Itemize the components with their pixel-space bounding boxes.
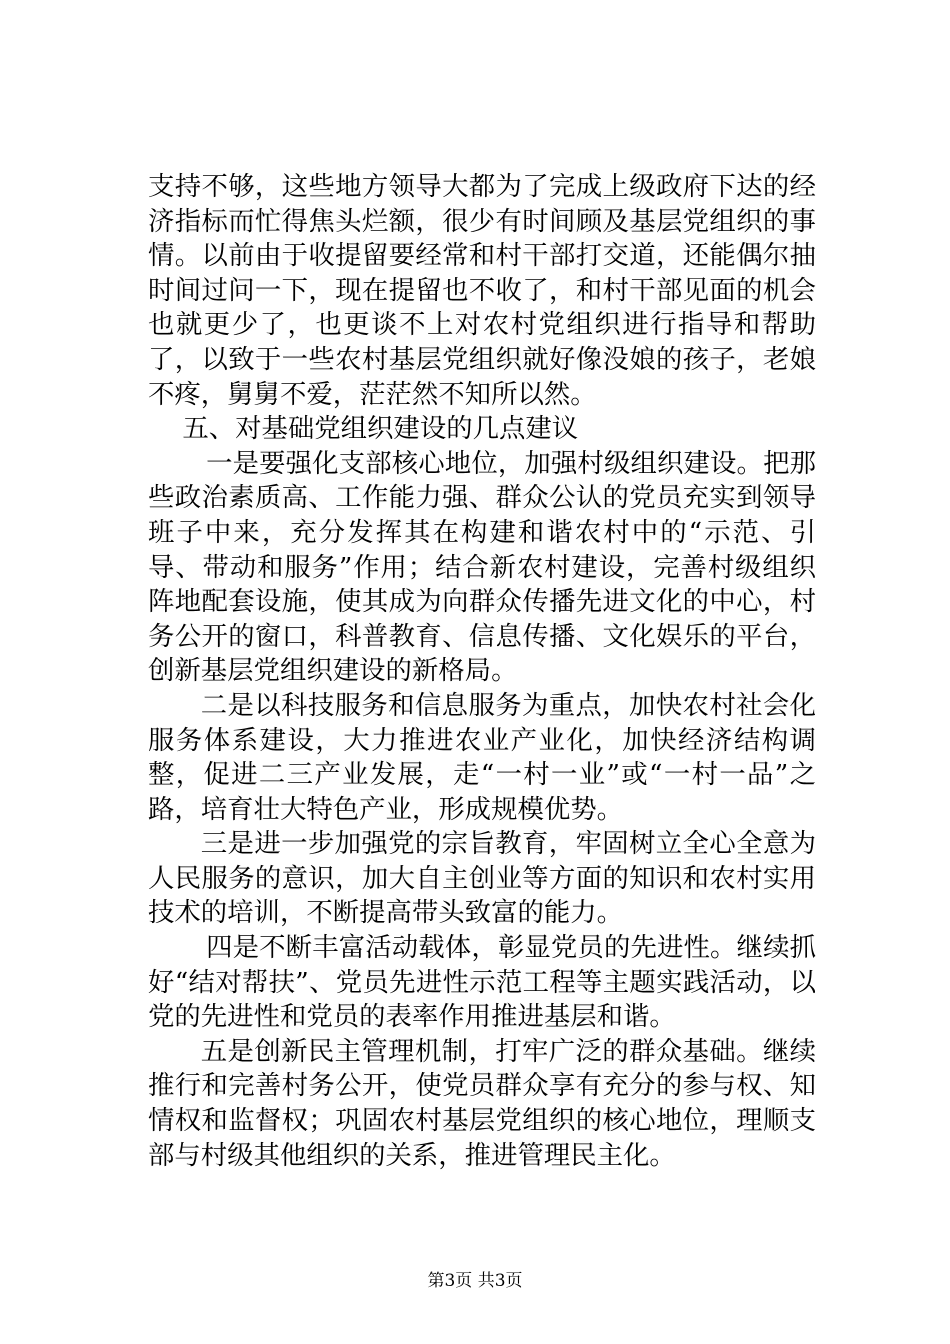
section-heading: 五、对基础党组织建设的几点建议 [182, 413, 579, 445]
paragraph-suggestion-4: 四是不断丰富活动载体，彰显党员的先进性。继续抓好“结对帮扶”、党员先进性示范工程等主题实践活动，以党的先进性和党员的表率作用推进基层和谐。 [148, 932, 816, 1033]
paragraph-suggestion-2: 二是以科技服务和信息服务为重点，加快农村社会化服务体系建设，大力推进农业产业化，加快经济结构调整，促进二三产业发展，走“一村一业”或“一村一品”之路，培育壮大特色产业，形成规模优势。 [148, 689, 816, 825]
document-body [148, 170, 816, 1173]
page-number-footer: 第3页 共3页 [427, 1271, 523, 1291]
paragraph-suggestion-3: 三是进一步加强党的宗旨教育，牢固树立全心全意为人民服务的意识，加大自主创业等方面的知识和农村实用技术的培训，不断提高带头致富的能力。 [148, 828, 816, 929]
paragraph-suggestion-1: 一是要强化支部核心地位，加强村级组织建设。把那些政治素质高、工作能力强、群众公认的党员充实到领导班子中来，充分发挥其在构建和谐农村中的“示范、引导、带动和服务”作用；结合新农村建设，完善村级组织阵地配套设施，使其成为向群众传播先进文化的中心，村务公开的窗口，科普教育、信息传播、文化娱乐的平台，创新基层党组织建设的新格局。 [148, 447, 816, 687]
paragraph-continuation: 支持不够，这些地方领导大都为了完成上级政府下达的经济指标而忙得焦头烂额，很少有时间顾及基层党组织的事情。以前由于收提留要经常和村干部打交道，还能偶尔抽时间过问一下，现在提留也不收了，和村干部见面的机会也就更少了，也更谈不上对农村党组织进行指导和帮助了，以致于一些农村基层党组织就好像没娘的孩子，老娘不疼，舅舅不爱，茫茫然不知所以然。 [148, 171, 816, 410]
paragraph-suggestion-5: 五是创新民主管理机制，打牢广泛的群众基础。继续推行和完善村务公开，使党员群众享有充分的参与权、知情权和监督权；巩固农村基层党组织的核心地位，理顺支部与村级其他组织的关系，推进管理民主化。 [148, 1035, 816, 1171]
